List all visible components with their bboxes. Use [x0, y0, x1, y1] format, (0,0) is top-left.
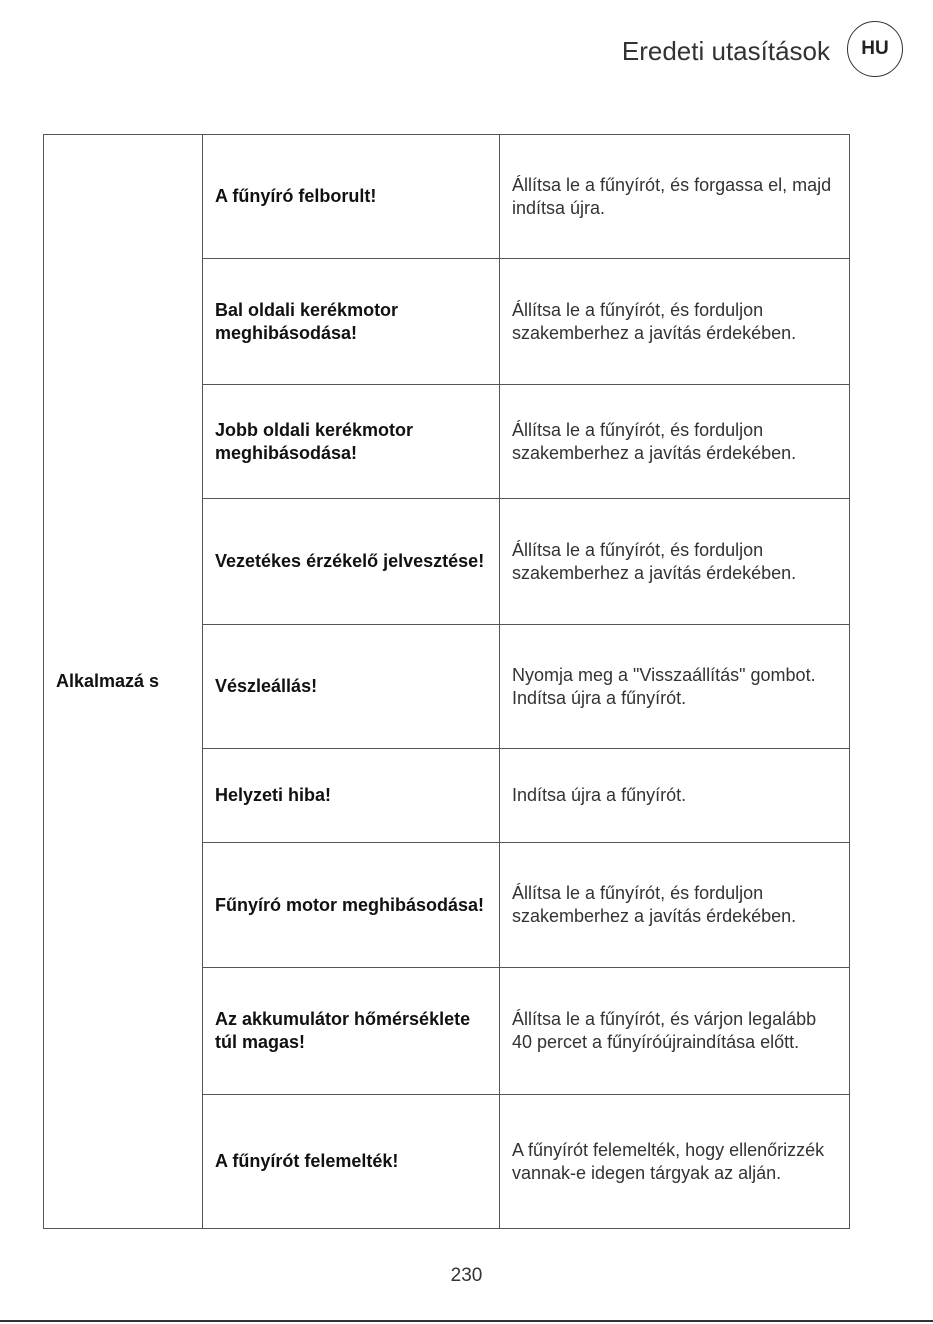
language-badge: HU — [847, 21, 903, 77]
solution-cell: Állítsa le a fűnyírót, és forduljon szakemberhez a javítás érdekében. — [500, 843, 850, 968]
error-message-cell: Vezetékes érzékelő jelvesztése! — [203, 499, 500, 625]
error-message-cell: Az akkumulátor hőmérséklete túl magas! — [203, 968, 500, 1095]
solution-cell: Indítsa újra a fűnyírót. — [500, 749, 850, 843]
error-message-cell: Helyzeti hiba! — [203, 749, 500, 843]
solution-cell: Állítsa le a fűnyírót, és várjon legalább 40 percet a fűnyíróújraindítása előtt. — [500, 968, 850, 1095]
page-number: 230 — [450, 1265, 483, 1286]
error-message-cell: Fűnyíró motor meghibásodása! — [203, 843, 500, 968]
solution-cell: Nyomja meg a "Visszaállítás" gombot. Indítsa újra a fűnyírót. — [500, 625, 850, 749]
error-message-cell: Vészleállás! — [203, 625, 500, 749]
table-row — [44, 135, 850, 259]
solution-cell: Állítsa le a fűnyírót, és forduljon szakemberhez a javítás érdekében. — [500, 259, 850, 385]
error-message-cell: A fűnyírót felemelték! — [203, 1095, 500, 1229]
bottom-divider — [0, 1320, 933, 1322]
solution-cell: A fűnyírót felemelték, hogy ellenőrizzék vannak-e idegen tárgyak az alján. — [500, 1095, 850, 1229]
page-title: Eredeti utasítások — [621, 36, 830, 66]
group-label-cell: Alkalmazá s — [44, 135, 203, 1229]
solution-cell: Állítsa le a fűnyírót, és forgassa el, majd indítsa újra. — [500, 135, 850, 259]
error-message-cell: Bal oldali kerékmotor meghibásodása! — [203, 259, 500, 385]
error-message-cell: A fűnyíró felborult! — [203, 135, 500, 259]
error-message-table — [43, 134, 850, 1229]
error-message-cell: Jobb oldali kerékmotor meghibásodása! — [203, 385, 500, 499]
solution-cell: Állítsa le a fűnyírót, és forduljon szakemberhez a javítás érdekében. — [500, 499, 850, 625]
solution-cell: Állítsa le a fűnyírót, és forduljon szakemberhez a javítás érdekében. — [500, 385, 850, 499]
